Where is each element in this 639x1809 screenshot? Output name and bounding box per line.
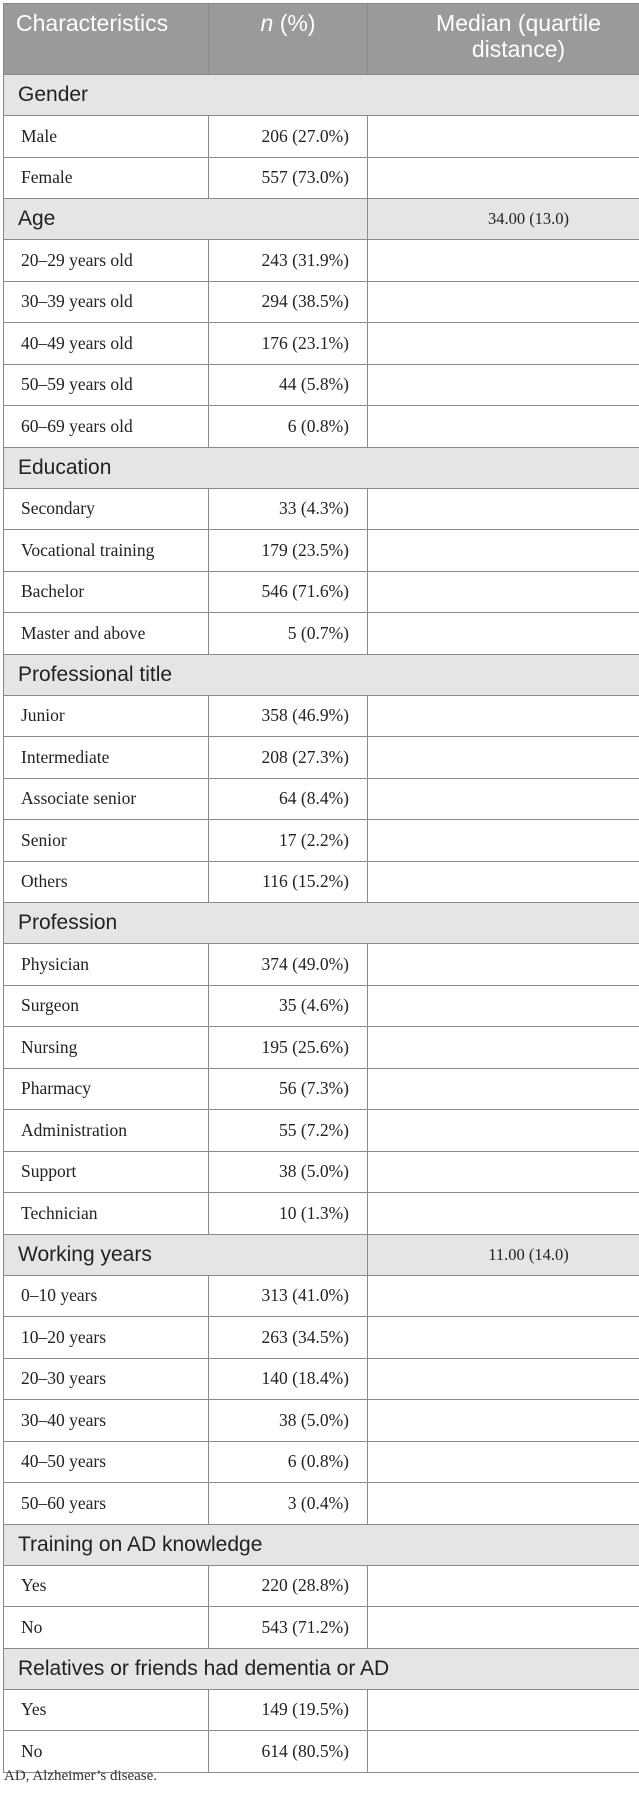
row-median-empty <box>368 985 639 1027</box>
row-n-percent: 614 (80.5%) <box>209 1731 368 1773</box>
row-median-empty <box>368 1193 639 1235</box>
row-n-percent: 33 (4.3%) <box>209 488 368 530</box>
row-n-percent: 6 (0.8%) <box>209 406 368 448</box>
row-label: Physician <box>4 944 209 986</box>
section-row <box>4 1648 639 1689</box>
table-header <box>4 4 639 75</box>
table-row <box>4 1068 639 1110</box>
section-title: Training on AD knowledge <box>4 1524 639 1565</box>
row-n-percent: 44 (5.8%) <box>209 364 368 406</box>
table-row <box>4 1317 639 1359</box>
table-row <box>4 1483 639 1525</box>
table-row <box>4 1565 639 1607</box>
table-row <box>4 1151 639 1193</box>
row-n-percent: 358 (46.9%) <box>209 695 368 737</box>
section-row <box>4 1524 639 1565</box>
row-median-empty <box>368 1731 639 1773</box>
row-median-empty <box>368 571 639 613</box>
row-label: Yes <box>4 1689 209 1731</box>
row-label: 20–29 years old <box>4 240 209 282</box>
section-title: Relatives or friends had dementia or AD <box>4 1648 639 1689</box>
section-median: 11.00 (14.0) <box>368 1234 639 1275</box>
row-label: Bachelor <box>4 571 209 613</box>
row-median-empty <box>368 157 639 199</box>
row-label: Nursing <box>4 1027 209 1069</box>
table-row <box>4 820 639 862</box>
row-median-empty <box>368 861 639 903</box>
row-median-empty <box>368 1110 639 1152</box>
section-row <box>4 447 639 488</box>
row-median-empty <box>368 820 639 862</box>
row-label: Pharmacy <box>4 1068 209 1110</box>
header-percent: (%) <box>273 10 316 36</box>
table-row <box>4 571 639 613</box>
row-label: Yes <box>4 1565 209 1607</box>
section-title: Profession <box>4 903 639 944</box>
row-median-empty <box>368 1607 639 1649</box>
table-body <box>4 75 639 1773</box>
row-median-empty <box>368 778 639 820</box>
row-n-percent: 206 (27.0%) <box>209 116 368 158</box>
row-n-percent: 176 (23.1%) <box>209 323 368 365</box>
row-label: 10–20 years <box>4 1317 209 1359</box>
table-row <box>4 1689 639 1731</box>
table-row <box>4 1731 639 1773</box>
row-n-percent: 38 (5.0%) <box>209 1151 368 1193</box>
row-label: 20–30 years <box>4 1358 209 1400</box>
table-row <box>4 116 639 158</box>
table-row <box>4 613 639 655</box>
table-row <box>4 737 639 779</box>
row-label: 40–50 years <box>4 1441 209 1483</box>
table-row <box>4 1027 639 1069</box>
row-n-percent: 3 (0.4%) <box>209 1483 368 1525</box>
row-label: Junior <box>4 695 209 737</box>
row-n-percent: 140 (18.4%) <box>209 1358 368 1400</box>
section-title: Gender <box>4 75 639 116</box>
row-label: Senior <box>4 820 209 862</box>
section-row <box>4 654 639 695</box>
row-n-percent: 374 (49.0%) <box>209 944 368 986</box>
row-median-empty <box>368 1317 639 1359</box>
table-row <box>4 157 639 199</box>
row-label: Associate senior <box>4 778 209 820</box>
row-median-empty <box>368 1483 639 1525</box>
row-label: Master and above <box>4 613 209 655</box>
row-n-percent: 263 (34.5%) <box>209 1317 368 1359</box>
row-label: 40–49 years old <box>4 323 209 365</box>
row-n-percent: 55 (7.2%) <box>209 1110 368 1152</box>
row-label: Administration <box>4 1110 209 1152</box>
characteristics-table <box>3 3 639 1773</box>
row-label: 0–10 years <box>4 1275 209 1317</box>
table-row <box>4 323 639 365</box>
row-median-empty <box>368 281 639 323</box>
row-median-empty <box>368 1275 639 1317</box>
row-n-percent: 5 (0.7%) <box>209 613 368 655</box>
table-row <box>4 240 639 282</box>
row-n-percent: 313 (41.0%) <box>209 1275 368 1317</box>
row-median-empty <box>368 406 639 448</box>
row-median-empty <box>368 364 639 406</box>
table-row <box>4 861 639 903</box>
row-n-percent: 243 (31.9%) <box>209 240 368 282</box>
row-n-percent: 17 (2.2%) <box>209 820 368 862</box>
row-label: 30–39 years old <box>4 281 209 323</box>
header-n-italic: n <box>260 10 274 36</box>
row-label: Support <box>4 1151 209 1193</box>
row-label: Male <box>4 116 209 158</box>
row-label: Others <box>4 861 209 903</box>
section-row <box>4 1234 639 1275</box>
row-label: 60–69 years old <box>4 406 209 448</box>
header-characteristics: Characteristics <box>4 4 209 75</box>
table-row <box>4 1607 639 1649</box>
table-row <box>4 944 639 986</box>
row-n-percent: 38 (5.0%) <box>209 1400 368 1442</box>
row-n-percent: 195 (25.6%) <box>209 1027 368 1069</box>
table-footnote: AD, Alzheimer’s disease. <box>4 1768 158 1784</box>
row-n-percent: 10 (1.3%) <box>209 1193 368 1235</box>
row-median-empty <box>368 1441 639 1483</box>
table-row <box>4 778 639 820</box>
row-n-percent: 543 (71.2%) <box>209 1607 368 1649</box>
table-row <box>4 488 639 530</box>
row-label: 50–60 years <box>4 1483 209 1525</box>
row-label: Surgeon <box>4 985 209 1027</box>
section-row <box>4 903 639 944</box>
header-n-percent <box>209 4 368 75</box>
row-label: Technician <box>4 1193 209 1235</box>
table-row <box>4 695 639 737</box>
table-row <box>4 364 639 406</box>
section-title: Age <box>4 199 368 240</box>
section-row <box>4 75 639 116</box>
row-median-empty <box>368 116 639 158</box>
row-median-empty <box>368 1689 639 1731</box>
table-row <box>4 1400 639 1442</box>
table-row <box>4 1110 639 1152</box>
row-median-empty <box>368 240 639 282</box>
row-n-percent: 6 (0.8%) <box>209 1441 368 1483</box>
row-n-percent: 35 (4.6%) <box>209 985 368 1027</box>
row-n-percent: 56 (7.3%) <box>209 1068 368 1110</box>
header-median: Median (quartile distance) <box>368 4 639 75</box>
row-median-empty <box>368 1358 639 1400</box>
row-median-empty <box>368 1400 639 1442</box>
table-row <box>4 1441 639 1483</box>
row-n-percent: 220 (28.8%) <box>209 1565 368 1607</box>
row-label: Female <box>4 157 209 199</box>
row-label: Secondary <box>4 488 209 530</box>
row-median-empty <box>368 1151 639 1193</box>
row-median-empty <box>368 613 639 655</box>
row-label: No <box>4 1607 209 1649</box>
table-row <box>4 530 639 572</box>
row-label: Intermediate <box>4 737 209 779</box>
row-n-percent: 557 (73.0%) <box>209 157 368 199</box>
row-label: 30–40 years <box>4 1400 209 1442</box>
row-label: No <box>4 1731 209 1773</box>
row-n-percent: 546 (71.6%) <box>209 571 368 613</box>
row-n-percent: 64 (8.4%) <box>209 778 368 820</box>
row-median-empty <box>368 323 639 365</box>
section-title: Education <box>4 447 639 488</box>
section-row <box>4 199 639 240</box>
row-n-percent: 294 (38.5%) <box>209 281 368 323</box>
row-median-empty <box>368 1068 639 1110</box>
row-median-empty <box>368 695 639 737</box>
row-median-empty <box>368 1027 639 1069</box>
row-median-empty <box>368 944 639 986</box>
characteristics-table-container <box>3 3 639 1773</box>
row-median-empty <box>368 1565 639 1607</box>
row-label: 50–59 years old <box>4 364 209 406</box>
table-row <box>4 1275 639 1317</box>
row-n-percent: 149 (19.5%) <box>209 1689 368 1731</box>
table-row <box>4 1193 639 1235</box>
table-row <box>4 1358 639 1400</box>
section-title: Professional title <box>4 654 639 695</box>
section-title: Working years <box>4 1234 368 1275</box>
row-n-percent: 208 (27.3%) <box>209 737 368 779</box>
row-n-percent: 179 (23.5%) <box>209 530 368 572</box>
table-row <box>4 281 639 323</box>
row-median-empty <box>368 530 639 572</box>
row-label: Vocational training <box>4 530 209 572</box>
table-row <box>4 985 639 1027</box>
section-median: 34.00 (13.0) <box>368 199 639 240</box>
table-row <box>4 406 639 448</box>
row-median-empty <box>368 737 639 779</box>
row-median-empty <box>368 488 639 530</box>
row-n-percent: 116 (15.2%) <box>209 861 368 903</box>
